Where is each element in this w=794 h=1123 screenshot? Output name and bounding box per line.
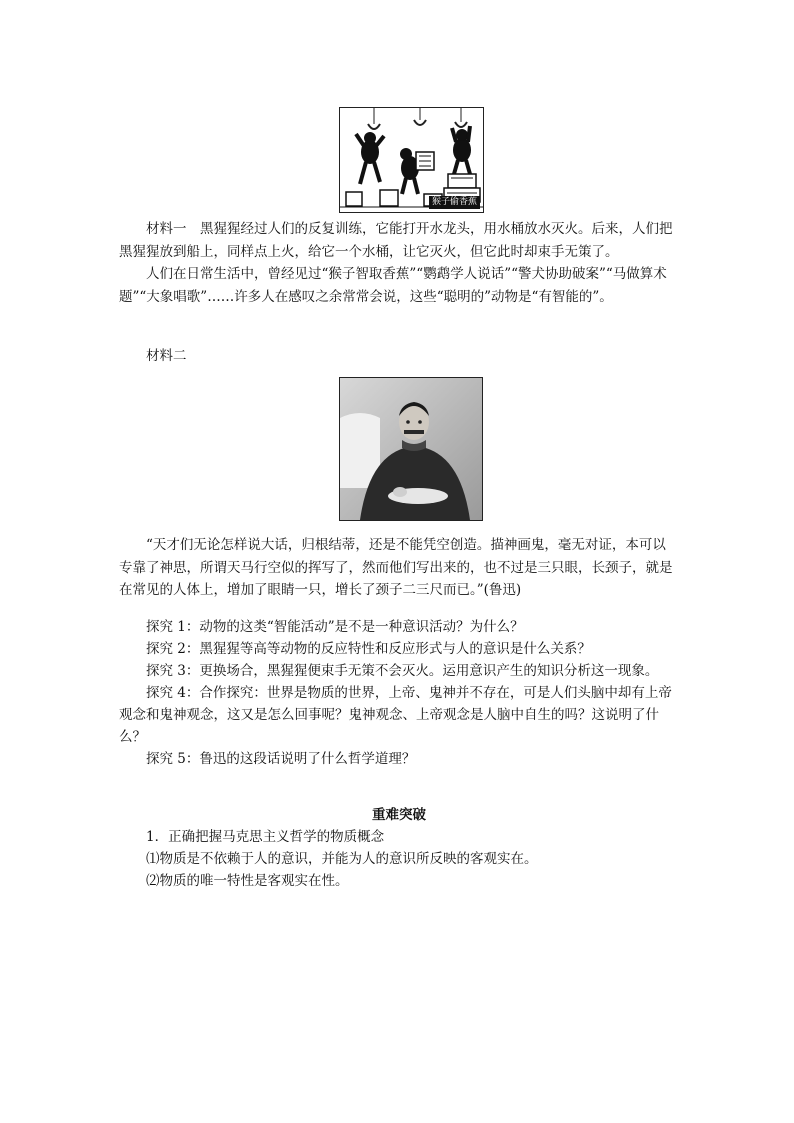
portrait-figure — [339, 377, 483, 521]
material2-label: 材料二 — [146, 348, 187, 364]
explore-item-4: 探究 4：合作探究：世界是物质的世界，上帝、鬼神并不存在，可是人们头脑中却有上帝观念和鬼神观念，这又是怎么回事呢？鬼神观念、上帝观念是人脑中自生的吗？这说明了什么？ — [119, 685, 672, 745]
explore-item-1: 探究 1：动物的这类“智能活动”是不是一种意识活动？为什么？ — [146, 619, 524, 635]
material1-paragraph1: 材料一 黑猩猩经过人们的反复训练，它能打开水龙头，用水桶放水灭火。后来，人们把黑猩猩放到船上，同样点上火，给它一个水桶，让它灭火，但它此时却束手无策了。 — [119, 221, 673, 260]
section-sub-1: ⑴物质是不依赖于人的意识，并能为人的意识所反映的客观实在。 — [146, 851, 538, 867]
explore-item-5: 探究 5：鲁迅的这段话说明了什么哲学道理？ — [146, 751, 416, 767]
explore-item-2: 探究 2：黑猩猩等高等动物的反应特性和反应形式与人的意识是什么关系？ — [146, 641, 591, 657]
section-item-1: 1．正确把握马克思主义哲学的物质概念 — [146, 829, 385, 845]
material1-paragraph2: 人们在日常生活中，曾经见过“猴子智取香蕉”“鹦鹉学人说话”“警犬协助破案”“马做算术题”“大象唱歌”……许多人在感叹之余常常会说，这些“聪明的”动物是“有智能的”。 — [119, 266, 667, 305]
material2-quote: “天才们无论怎样说大话，归根结蒂，还是不能凭空创造。描神画鬼，毫无对证，本可以专靠了神思，所谓天马行空似的挥写了，然而他们写出来的，也不过是三只眼，长颈子，就是在常见的人体上，增加了眼睛一只，增长了颈子二三尺而已。”(鲁迅) — [119, 537, 673, 598]
section-sub-2: ⑵物质的唯一特性是客观实在性。 — [146, 873, 349, 889]
monkeys-cartoon-figure — [339, 107, 484, 213]
section-title: 重难突破 — [372, 807, 426, 823]
explore-item-3: 探究 3：更换场合，黑猩猩便束手无策不会灭火。运用意识产生的知识分析这一现象。 — [146, 663, 659, 679]
portrait-photo-icon — [340, 378, 482, 520]
figure-caption: 猴子偷香蕉 — [429, 196, 480, 209]
